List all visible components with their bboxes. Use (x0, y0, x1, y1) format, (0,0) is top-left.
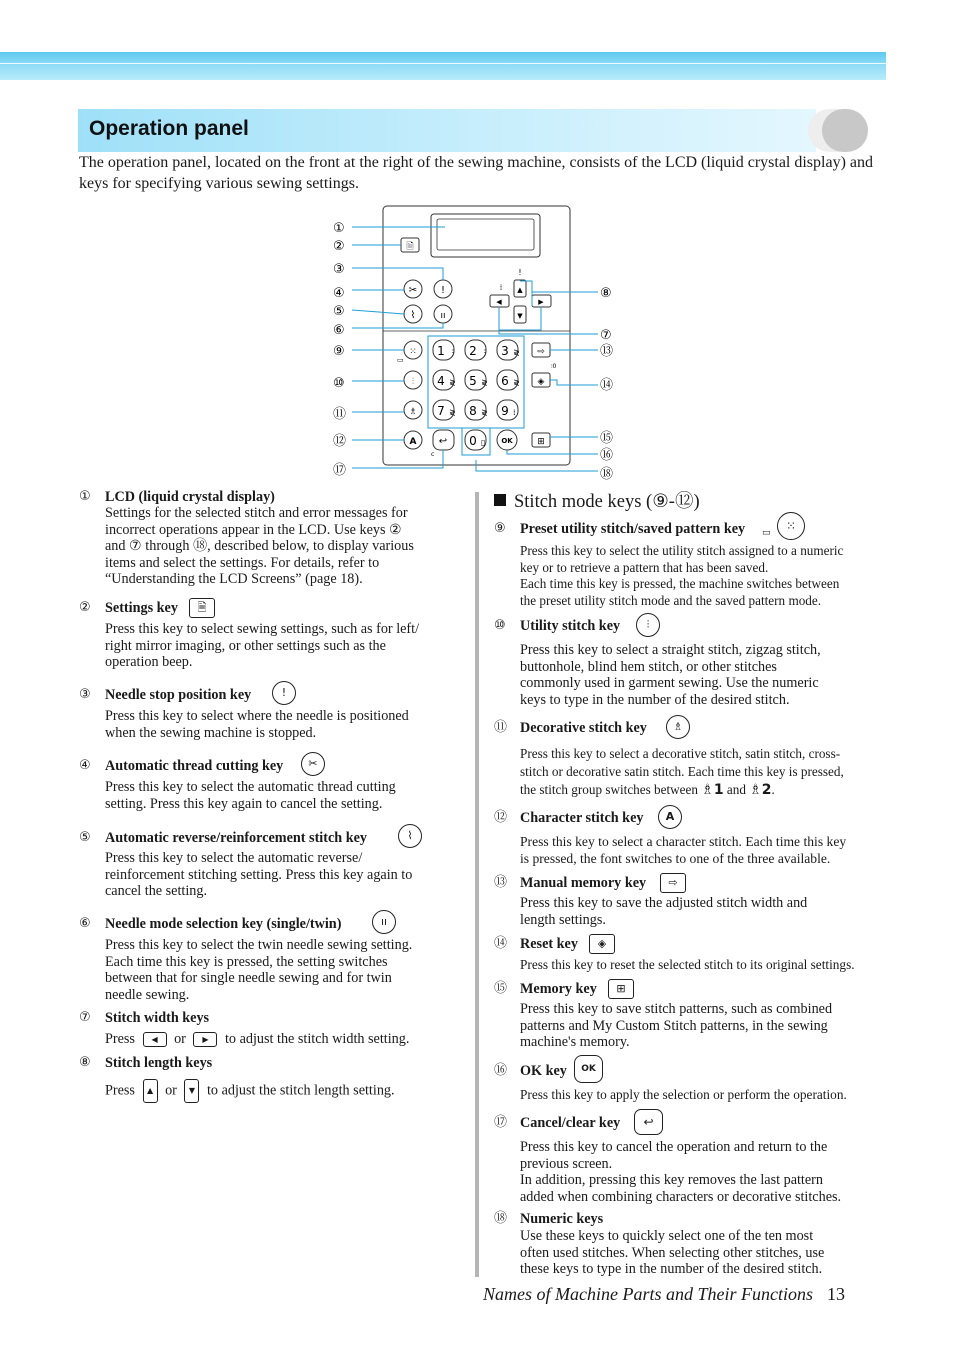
operation-panel-diagram (330, 200, 630, 485)
svg-text:0: 0 (469, 434, 477, 448)
arrow-down-icon: ▼ (184, 1079, 199, 1103)
svg-text:OK: OK (501, 437, 513, 445)
svg-text:3: 3 (501, 344, 509, 358)
title-bar-cap (808, 109, 868, 152)
page-number: 13 (826, 1284, 845, 1304)
svg-text:1: 1 (437, 344, 445, 358)
svg-text:▭: ▭ (397, 356, 404, 364)
page-title: Operation panel (89, 117, 249, 140)
reset-icon: ◈ (589, 934, 615, 954)
svg-text:≷: ≷ (481, 378, 488, 387)
svg-text:≷: ≷ (449, 378, 456, 387)
svg-text:2: 2 (469, 344, 477, 358)
svg-text:⊞: ⊞ (537, 437, 545, 447)
svg-text:✂: ✂ (408, 285, 418, 296)
svg-text:④: ④ (333, 286, 345, 301)
page-footer (483, 1284, 845, 1305)
svg-text:⑩: ⑩ (333, 376, 345, 391)
column-divider (475, 492, 479, 1277)
section-title-bar (78, 109, 816, 152)
svg-text:5: 5 (469, 374, 477, 388)
svg-text:⌇: ⌇ (410, 310, 416, 321)
svg-text:⑮: ⑮ (600, 431, 614, 446)
svg-text:▲: ▲ (517, 286, 523, 294)
arrow-right-icon: ▶ (193, 1032, 217, 1047)
svg-text:!: ! (440, 285, 446, 296)
manual-memory-icon: ⇨ (660, 873, 686, 893)
svg-text:⑬: ⑬ (600, 344, 614, 359)
reverse-stitch-icon: ⌇ (398, 824, 422, 848)
settings-icon: 🗎 (189, 598, 215, 618)
utility-stitch-icon: ⫶ (636, 613, 660, 637)
intro-paragraph: The operation panel, located on the front at the right of the sewing machine, consists of the LCD (liquid crystal display) and keys for specifying various sewing settings. (79, 154, 874, 192)
svg-text:⑦: ⑦ (600, 328, 612, 343)
svg-text:②: ② (333, 239, 345, 254)
preset-pattern-icon: ⁙ (777, 512, 805, 540)
svg-text:▼: ▼ (517, 312, 523, 320)
svg-text:①: ① (333, 221, 345, 236)
svg-text:c: c (431, 451, 435, 458)
svg-text:≷: ≷ (513, 378, 520, 387)
square-bullet-icon (494, 494, 506, 506)
svg-text:⑧: ⑧ (600, 286, 612, 301)
twin-needle-icon: ıı (372, 910, 396, 934)
svg-text:⑪: ⑪ (333, 407, 347, 422)
cancel-return-icon: ↩ (634, 1109, 663, 1135)
needle-stop-icon: ! (272, 681, 296, 705)
svg-text:↩: ↩ (438, 436, 448, 447)
svg-text:♗: ♗ (408, 407, 418, 417)
svg-text:≷: ≷ (513, 348, 520, 357)
svg-text:🗎: 🗎 (406, 242, 414, 252)
arrow-left-icon: ◀ (143, 1032, 167, 1047)
header-band (0, 52, 886, 80)
character-a-icon: A (658, 805, 682, 829)
stitch-group-2-icon: ♗2 (749, 782, 772, 798)
svg-text:⋮: ⋮ (481, 348, 489, 357)
svg-text:6: 6 (501, 374, 509, 388)
svg-text:③: ③ (333, 262, 345, 277)
ok-icon: OK (574, 1055, 603, 1083)
svg-text:⁞: ⁞ (513, 408, 516, 417)
svg-text:!: ! (518, 268, 522, 277)
svg-text:ıı: ıı (440, 311, 446, 321)
svg-text:9: 9 (501, 404, 509, 418)
svg-text:⁞: ⁞ (499, 283, 503, 292)
monitor-small-icon: ▭ (762, 528, 771, 538)
svg-text:⑫: ⑫ (333, 434, 347, 449)
footer-section-title: Names of Machine Parts and Their Functions (483, 1284, 813, 1304)
svg-text:⑱: ⑱ (600, 467, 614, 482)
svg-text:4: 4 (437, 374, 445, 388)
memory-icon: ⊞ (608, 979, 634, 999)
svg-text:⋮: ⋮ (449, 348, 457, 357)
svg-text:⑨: ⑨ (333, 344, 345, 359)
svg-text:▯: ▯ (481, 438, 486, 447)
svg-text:⇨: ⇨ (537, 347, 545, 357)
svg-text:⫶0: ⫶0 (551, 363, 557, 370)
stitch-group-1-icon: ♗1 (701, 782, 724, 798)
svg-text:≷: ≷ (449, 408, 456, 417)
svg-text:⫶: ⫶ (411, 377, 415, 387)
svg-text:⑥: ⑥ (333, 323, 345, 338)
svg-text:◈: ◈ (537, 377, 545, 387)
stitch-mode-heading: Stitch mode keys (⑨-⑫) (494, 487, 700, 513)
svg-text:⁙: ⁙ (409, 347, 417, 357)
svg-text:▶: ▶ (538, 298, 544, 306)
scissors-icon: ✂ (301, 752, 325, 776)
svg-text:≷: ≷ (481, 408, 488, 417)
lcd-screen (431, 214, 540, 257)
svg-text:⑤: ⑤ (333, 304, 345, 319)
numeric-keys-diagram (433, 340, 520, 450)
svg-text:⑯: ⑯ (600, 448, 614, 463)
svg-text:⑭: ⑭ (600, 378, 614, 393)
svg-text:⑰: ⑰ (333, 463, 347, 478)
svg-text:A: A (409, 437, 417, 447)
decorative-stitch-icon: ♗ (666, 715, 690, 739)
svg-text:7: 7 (437, 404, 445, 418)
svg-text:8: 8 (469, 404, 477, 418)
svg-text:◀: ◀ (496, 298, 502, 306)
arrow-up-icon: ▲ (143, 1079, 158, 1103)
